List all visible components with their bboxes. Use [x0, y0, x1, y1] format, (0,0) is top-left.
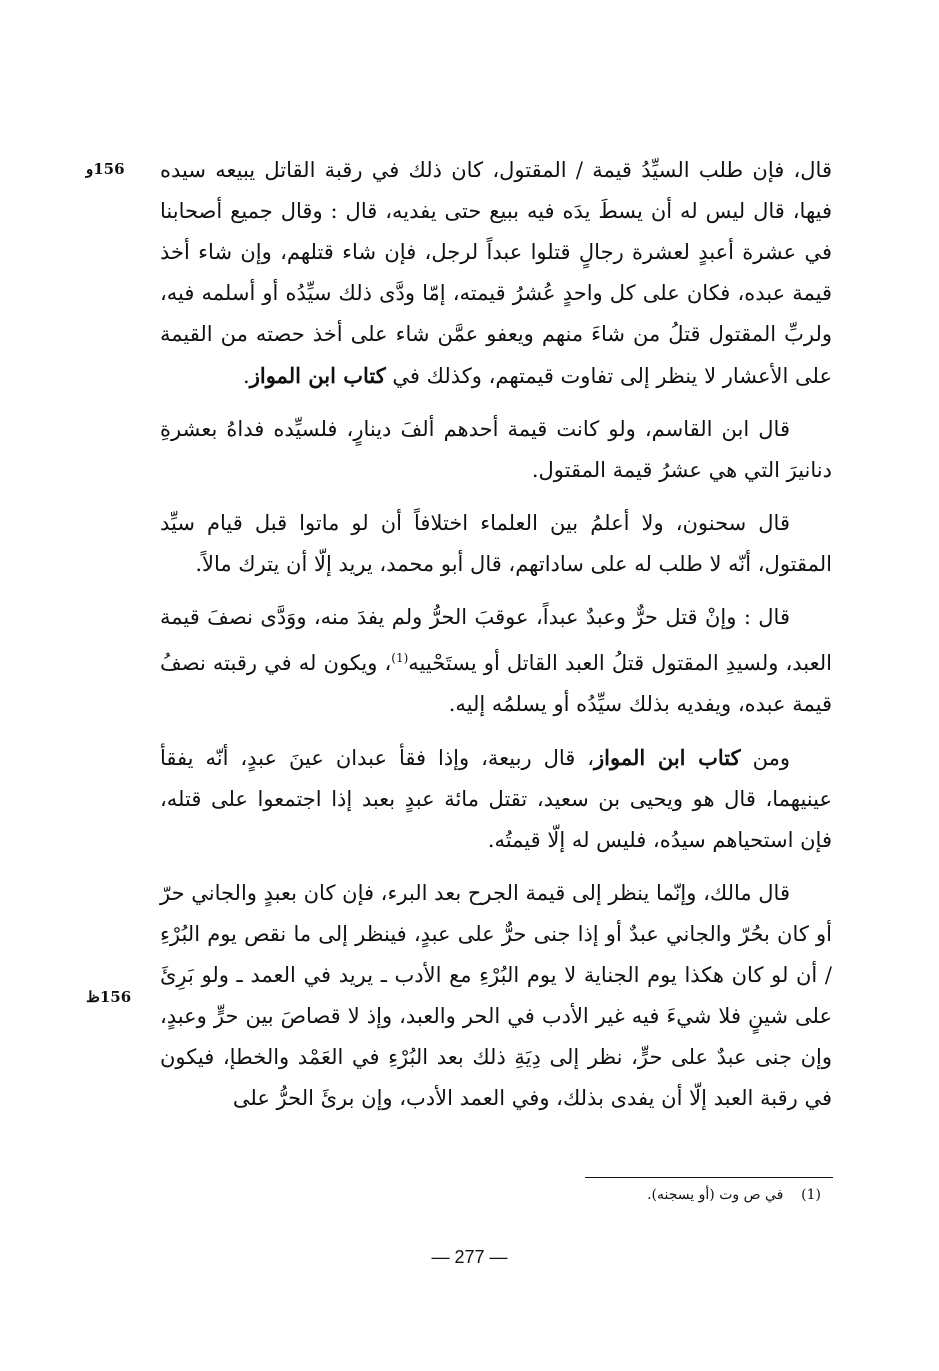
- paragraph-6: [160, 873, 832, 1119]
- paragraph-3: [160, 503, 832, 585]
- paragraph-5-lead: ومن: [752, 746, 790, 770]
- paragraph-5: [160, 737, 832, 861]
- footnote-text: في ص وت (أو يسجنه).: [647, 1187, 784, 1203]
- paragraph-5-text: ، قال ربيعة، وإذا فقأ عبدان عينَ عبدٍ، أنّه يفقأ عينيهما، قال هو ويحيى بن سعيد، تقتل مائة عبدٍ بعبد إذا اجتمعوا على قتله، فإن استحياهم سيدُه، فليس له إلّا قيمتُه.: [160, 746, 832, 852]
- paragraph-1-tail: .: [243, 364, 250, 388]
- footnote-reference[interactable]: (1): [391, 651, 409, 665]
- paragraph-1-book-title: كتاب ابن المواز: [249, 363, 386, 388]
- paragraph-1-text: قال، فإن طلب السيِّدُ قيمة / المقتول، كان ذلك في رقبة القاتل يبيعه سيده فيها، قال ليس له أن يسطَ يدَه فيه ببيع حتى يفديه، قال : وقال جميع أصحابنا في عشرة أعبدٍ لعشرة رجالٍ قتلوا عبداً لرجل، فإن شاء قتلهم، وإن شاء أخذ قيمة عبده، فكان على كل واحدٍ عُشرُ قيمته، إمّا ودَّى ذلك سيِّدُه أو أسلمه فيه، ولربِّ المقتول قتلُ من شاءَ منهم ويعفو عمَّن شاء على أخذ حصته من القيمة على الأعشار لا ينظر إلى تفاوت قيمتهم، وكذلك في: [160, 158, 832, 388]
- paragraph-1: [160, 150, 832, 397]
- footnote: [647, 1184, 821, 1206]
- margin-note-folio-verso: 156ظ: [86, 988, 132, 1006]
- paragraph-3-text: قال سحنون، ولا أعلمُ بين العلماء اختلافاً أن لو ماتوا قبل قيام سيِّد المقتول، أنّه لا طلب له على ساداتهم، قال أبو محمد، يريد إلّا أن يترك مالاً.: [160, 511, 832, 576]
- paragraph-4-text: قال : وإنْ قتل حرٌّ وعبدٌ عبداً، عوقبَ الحرُّ ولم يفدَ منه، ووَدَّى نصفَ قيمة العبد، ولسيدِ المقتول قتلُ العبد القاتل أو يستَحْييه: [160, 605, 833, 675]
- page-number: — 277 —: [431, 1247, 508, 1267]
- footnote-divider: [585, 1177, 833, 1178]
- main-text: [160, 150, 832, 1119]
- paragraph-2-text: قال ابن القاسم، ولو كانت قيمة أحدهم ألفَ دينارٍ، فلسيِّده فداهُ بعشرةِ دنانيرَ التي هي عشرُ قيمة المقتول.: [160, 417, 832, 482]
- paragraph-4-tail: ، ويكون له في رقبته نصفُ قيمة عبده، ويفديه بذلك سيِّدُه أو يسلمُه إليه.: [160, 651, 832, 716]
- footnote-number: (1): [801, 1187, 821, 1203]
- paragraph-5-book-title: كتاب ابن المواز: [594, 745, 741, 770]
- paragraph-2: [160, 409, 832, 491]
- margin-note-folio-recto: 156و: [86, 160, 125, 178]
- paragraph-6-text: قال مالك، وإنّما ينظر إلى قيمة الجرح بعد البرء، فإن كان بعبدٍ والجاني حرّ أو كان بحُرّ والجاني عبدٌ أو إذا جنى حرٌّ على عبدٍ، فينظر إلى ما نقص يوم البُرْءِ / أن لو كان هكذا يوم الجناية لا يوم البُرْءِ مع الأدب ـ يريد في العمد ـ ولو بَرِئَ على شينٍ فلا شيءَ فيه غير الأدب في الحر والعبد، وإذ لا قصاصَ بين حرٍّ وعبدٍ، وإن جنى عبدٌ على حرٍّ، نظر إلى دِيَةِ ذلك بعد البُرْءِ في العَمْد والخطإ، فيكون في رقبة العبد إلّا أن يفدى بذلك، وفي العمد الأدب، وإن برئَ الحرُّ على: [160, 881, 832, 1110]
- paragraph-4: [160, 597, 832, 725]
